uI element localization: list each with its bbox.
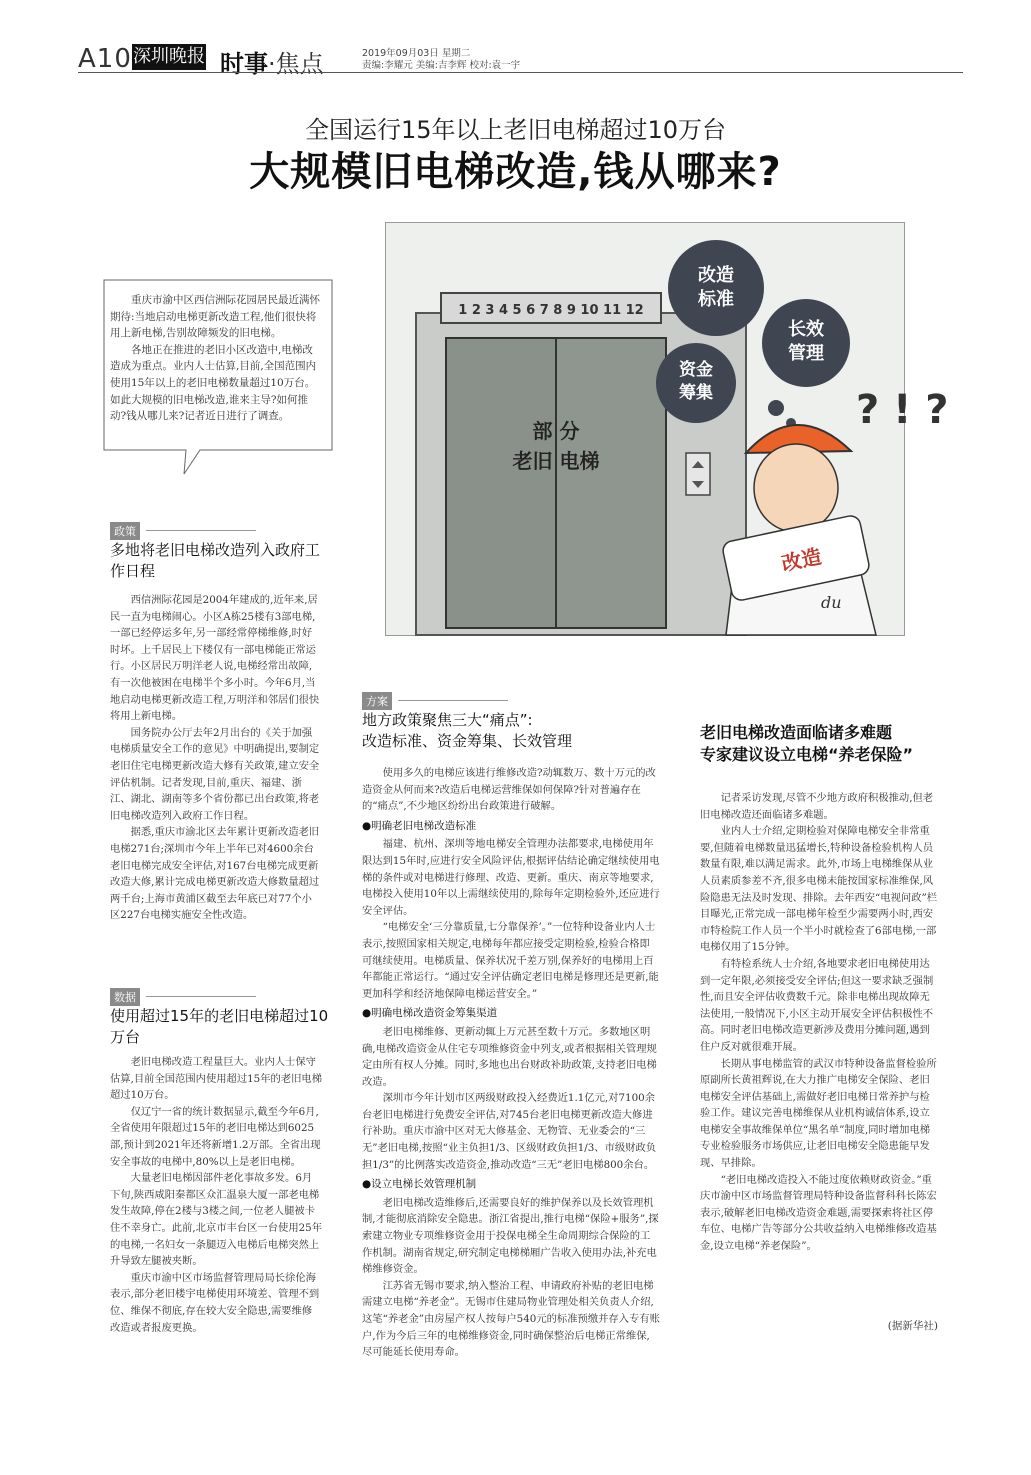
thought-bubble-standards [668, 240, 764, 336]
floor-numbers: 1 2 3 4 5 6 7 8 9 10 11 12 [458, 303, 644, 318]
body-paragraph: 重庆市渝中区市场监督管理局局长徐伦海表示,部分老旧楼宇电梯使用环境差、管理不到位、维保不彻底,存在较大安全隐患,需要维修改造或者报废更换。 [110, 1271, 320, 1334]
body-paragraph: 老旧电梯维修、更新动辄上万元甚至数十万元。多数地区明确,电梯改造资金从住宅专项维修资金中列支,或者根据相关管理规定由所有权人分摊。同时,多地也出台财政补助政策,支持老旧电梯改造。 [362, 1025, 657, 1088]
scroll-label: 改造 [779, 543, 824, 576]
elevator-door-left [446, 338, 556, 628]
section-heading: 多地将老旧电梯改造列入政府工作日程 [110, 541, 321, 580]
section-heading-line1: 地方政策聚焦三大“痛点”: [362, 711, 533, 729]
svg-text:改造: 改造 [698, 265, 734, 286]
section-policy-head [110, 520, 330, 582]
masthead-rule [78, 72, 963, 73]
section-data-body [110, 1054, 322, 1336]
section-heading-line1: 老旧电梯改造面临诸多难题 [700, 723, 893, 742]
body-paragraph: 大量老旧电梯因部件老化事故多发。6月下旬,陕西咸阳秦都区众汇温泉大厦一部老电梯发生故障,停在2楼与3楼之间,一位老人腿被卡住不幸身亡。此前,北京市丰台区一台使用25年的电梯,一名妇女一条腿迈入电梯后电梯突然上升导致左腿被夹断。 [110, 1172, 323, 1268]
section-heading: 使用超过15年的老旧电梯超过10万台 [110, 1007, 329, 1046]
section-separator: · [268, 50, 276, 78]
tag-rule [146, 996, 256, 997]
elevator-door-right [556, 338, 666, 628]
section-plan-head [362, 690, 662, 752]
intro-paragraph: 各地正在推进的老旧小区改造中,电梯改造成为重点。业内人士估算,目前,全国范围内使用15年以上的老旧电梯数量超过10万台。如此大规模的旧电梯改造,谁来主导?如何推动?钱从哪儿来?记者近日进行了调查。 [110, 343, 317, 423]
section-tag: 政策 [110, 522, 140, 540]
intro-paragraph: 重庆市渝中区西信洲际花园居民最近满怀期待:当地启动电梯更新改造工程,他们很快将用上新电梯,告别故障频发的旧电梯。 [110, 294, 320, 340]
section-data-head [110, 986, 330, 1048]
body-paragraph: 老旧电梯改造工程量巨大。业内人士保守估算,目前全国范围内使用超过15年的老旧电梯超过10万台。 [110, 1056, 323, 1102]
issue-date: 2019年09月03日 星期二 [362, 48, 471, 59]
section-tag: 方案 [362, 692, 392, 710]
call-button-panel [686, 453, 710, 495]
section-challenges-head [700, 722, 950, 766]
section-sub: 焦点 [275, 50, 324, 78]
body-paragraph: “电梯安全‘三分靠质量,七分靠保养’。”一位特种设备业内人士表示,按照国家相关规定,电梯每年都应接受定期检验,检验合格即可继续使用。电梯质量、保养状况千差万别,保养好的电梯用上百年都能正常运行。“通过安全评估确定老旧电梯是修理还是更新,能更加科学和经济地保障电梯运营安全。” [362, 921, 659, 1000]
body-paragraph: 西信洲际花园是2004年建成的,近年来,居民一直为电梯闹心。小区A栋25楼有3部电梯,一部已经停运多年,另一部经常停梯维修,时好时坏。上千居民上下楼仅有一部电梯能正常运行。小区居民万明洋老人说,电梯经常出故障,有一次他被困在电梯半个多小时。今年6月,当地启动电梯更新改造工程,万明洋和邻居们很快将用上新电梯。 [110, 594, 320, 723]
body-paragraph: 长期从事电梯监管的武汉市特种设备监督检验所原副所长黄祖辉说,在大力推广电梯安全保险、老旧电梯安全评估基础上,需做好老旧电梯日常养护与检验工作。建议完善电梯维保从业机构诚信体系,设立电梯安全事故维保单位“黑名单”制度,同时增加电梯专业检验服务市场供应,让老旧电梯安全隐患能早发现、早排除。 [700, 1057, 937, 1170]
cartoon-illustration [385, 222, 949, 636]
section-plan-body [362, 765, 660, 1361]
door-label-1: 部 分 [532, 419, 580, 443]
section-tag: 数据 [110, 988, 140, 1006]
tag-rule [146, 530, 256, 531]
bullet-subheading: ●明确电梯改造资金筹集渠道 [362, 1007, 498, 1020]
section-heading-line2: 改造标准、资金筹集、长效管理 [362, 732, 573, 750]
dateline [362, 48, 520, 72]
svg-text:长效: 长效 [788, 319, 824, 340]
body-paragraph: 业内人士介绍,定期检验对保障电梯安全非常重要,但随着电梯数量迅猛增长,特种设备检验机构人员数量有限,难以满足需求。此外,市场上电梯维保从业人员素质参差不齐,很多电梯未能按国家标准维保,风险隐患无法及时发现、排除。去年西安“电视问政”栏目曝光,正常完成一部电梯年检至少需要两小时,西安市特检院工作人员一个半小时就检查了6部电梯,一部电梯仅用了15分钟。 [700, 825, 938, 954]
svg-text:筹集: 筹集 [679, 383, 713, 403]
body-paragraph: “老旧电梯改造投入不能过度依赖财政资金。”重庆市渝中区市场监督管理局特种设备监督科科长陈宏表示,破解老旧电梯改造资金难题,需要探索将社区停车位、电梯广告等部分公共收益纳入电梯维修改造基金,设立电梯“养老保险”。 [700, 1173, 937, 1253]
body-paragraph: 仅辽宁一省的统计数据显示,截至今年6月,全省使用年限超过15年的老旧电梯达到6025部,预计到2021年还将新增1.2万部。全省出现安全事故的电梯中,80%以上是老旧电梯。 [110, 1105, 321, 1168]
body-paragraph: 老旧电梯改造维修后,还需要良好的维护保养以及长效管理机制,才能彻底消除安全隐患。浙江省提出,推行电梯“保险+服务”,探索建立物业专项维修资金用于投保电梯全生命周期综合保险的工作机制。湖南省规定,研究制定电梯梯厢广告收入使用办法,补充电梯维修资金。 [362, 1196, 659, 1276]
section-title [220, 44, 324, 79]
bullet-subheading: ●明确老旧电梯改造标准 [362, 819, 477, 832]
intro-text [110, 292, 322, 425]
source-credit: (据新华社) [887, 1320, 938, 1332]
artist-signature: du [821, 593, 842, 612]
body-paragraph: 有特检系统人士介绍,各地要求老旧电梯使用达到一定年限,必须接受安全评估;但这一要求缺乏强制性,而且安全评估收费数千元。除非电梯出现故障无法使用,一般情况下,小区主动开展安全评估积极性不高。同时老旧电梯改造更新涉及费用分摊问题,遇到住户反对就很难开展。 [700, 957, 934, 1053]
section-main: 时事 [220, 50, 268, 78]
section-heading-line2: 专家建议设立电梯“养老保险” [700, 745, 914, 764]
worker-face [754, 444, 838, 532]
body-paragraph: 国务院办公厅去年2月出台的《关于加强电梯质量安全工作的意见》中明确提出,要制定老旧住宅电梯更新改造大修有关政策,建立安全评估机制。记者发现,目前,重庆、福建、浙江、湖北、湖南等多个省份都已出台政策,将老旧电梯改造列入政府工作日程。 [110, 726, 320, 822]
body-paragraph: 江苏省无锡市要求,纳入整治工程、申请政府补贴的老旧电梯需建立电梯“养老金”。无锡市住建局物业管理处相关负责人介绍,这笔“养老金”由房屋产权人按每户540元的标准预缴并存入专有账户,作为今后三年的电梯维修资金,同时确保整治后电梯正常维保,尽可能延长使用寿命。 [362, 1279, 660, 1359]
door-label-2: 老旧 电梯 [512, 449, 600, 473]
bullet-subheading: ●设立电梯长效管理机制 [362, 1178, 477, 1191]
section-policy-body [110, 592, 322, 924]
svg-text:资金: 资金 [679, 360, 713, 380]
body-paragraph: 使用多久的电梯应该进行维修改造?动辄数万、数十万元的改造资金从何而来?改造后电梯运营维保如何保障?针对普遍存在的“痛点”,不少地区纷纷出台政策进行破解。 [362, 767, 656, 813]
page-number: A10 [78, 44, 132, 74]
headline-title: 大规模旧电梯改造,钱从哪来? [249, 149, 782, 195]
newspaper-logo: 深圳晚报 [132, 44, 206, 70]
body-paragraph: 记者采访发现,尽管不少地方政府积极推动,但老旧电梯改造还面临诸多难题。 [700, 792, 934, 821]
section-challenges-body [700, 790, 940, 1255]
body-paragraph: 据悉,重庆市渝北区去年累计更新改造老旧电梯271台;深圳市今年上半年已对4600余台老旧电梯完成安全评估,对167台电梯完成更新改造大修,累计完成电梯更新改造大修数量超过两千台;上海市黄浦区截至去年底已对77个小区227台电梯实施安全性改造。 [110, 826, 320, 922]
svg-text:标准: 标准 [698, 289, 734, 310]
editor-credits: 责编:李耀元 美编:吉李辉 校对:袁一宇 [362, 60, 521, 71]
question-marks: ? ! ? [856, 387, 949, 433]
body-paragraph: 福建、杭州、深圳等地电梯安全管理办法都要求,电梯使用年限达到15年时,应进行安全风险评估,根据评估结论确定继续使用电梯的条件或对电梯进行修理、改造、更新。重庆、南京等地要求,电梯投入使用10年以上需继续使用的,除每年定期检验外,还应进行安全评估。 [362, 838, 660, 917]
thought-bubble-funding [656, 343, 736, 423]
svg-text:管理: 管理 [788, 343, 824, 364]
thought-bubble-management [762, 299, 850, 387]
tag-rule [398, 700, 508, 701]
body-paragraph: 深圳市今年计划市区两级财政投入经费近1.1亿元,对7100余台老旧电梯进行免费安全评估,对745台老旧电梯更新改造大修进行补助。重庆市渝中区对无大修基金、无物管、无业委会的“三无”老旧电梯,按照“业主负担1/3、区级财政负担1/3、市级财政负担1/3”的比例落实改造资金,推动改造“三无”老旧电梯800余台。 [362, 1092, 657, 1171]
headline-kicker: 全国运行15年以上老旧电梯超过10万台 [304, 116, 727, 144]
